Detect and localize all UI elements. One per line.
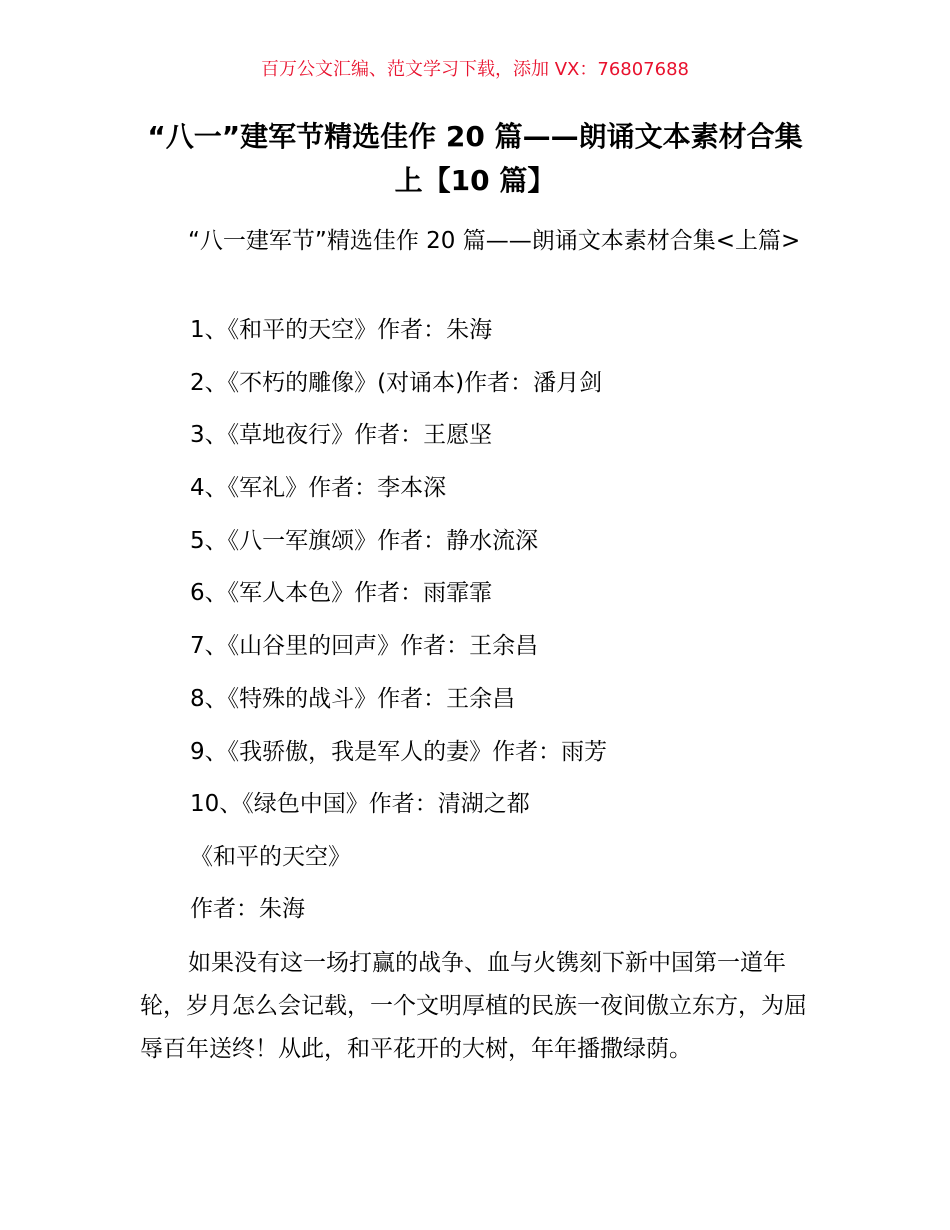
toc-item: 9、《我骄傲，我是军人的妻》作者：雨芳: [190, 738, 608, 765]
toc-item: 8、《特殊的战斗》作者：王余昌: [190, 685, 516, 712]
toc-item: 3、《草地夜行》作者：王愿坚: [190, 422, 493, 449]
poem-title: 《和平的天空》: [190, 844, 351, 870]
toc-item: 5、《八一军旗颂》作者：静水流深: [190, 527, 539, 554]
promo-banner: 百万公文汇编、范文学习下载，添加 VX：76807688: [261, 59, 689, 80]
toc-item: 4、《军礼》作者：李本深: [190, 475, 447, 502]
document-title: “八一”建军节精选佳作 20 篇——朗诵文本素材合集上【10 篇】: [147, 120, 803, 197]
toc-item: 10、《绿色中国》作者：清湖之都: [190, 791, 530, 818]
table-of-contents: [190, 309, 607, 836]
poem-paragraph: 如果没有这一场打赢的战争、血与火镌刻下新中国第一道年轮，岁月怎么会记载，一个文明厚植的民族一夜间傲立东方，为屈辱百年送终！从此，和平花开的大树，年年播撒绿荫。: [140, 950, 807, 1062]
toc-item: 2、《不朽的雕像》(对诵本)作者：潘月剑: [190, 369, 603, 396]
toc-item: 7、《山谷里的回声》作者：王余昌: [190, 633, 539, 660]
toc-item: 6、《军人本色》作者：雨霏霏: [190, 580, 493, 607]
poem-author: 作者：朱海: [190, 896, 305, 922]
intro-paragraph: “八一建军节”精选佳作 20 篇——朗诵文本素材合集<上篇>: [188, 228, 801, 254]
toc-item: 1、《和平的天空》作者：朱海: [190, 317, 493, 343]
